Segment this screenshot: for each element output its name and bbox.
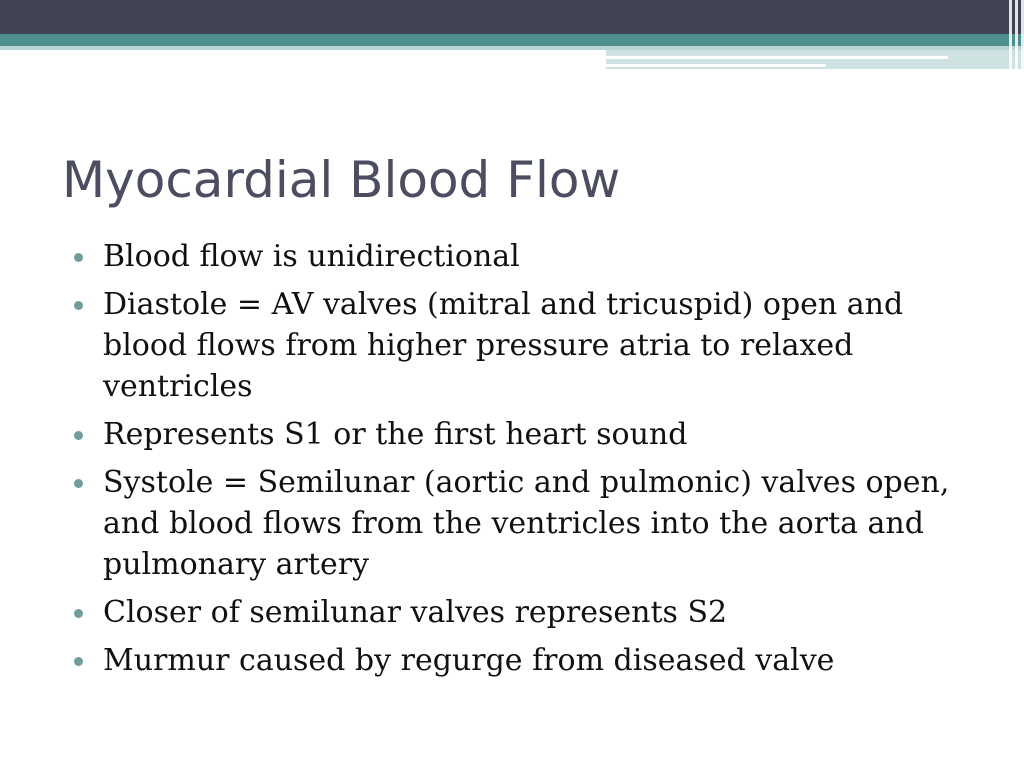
- header-stripe: [1015, 0, 1018, 69]
- bullet-item: [74, 462, 974, 585]
- bullet-dot-icon: [74, 431, 83, 440]
- bullet-text: Systole = Semilunar (aortic and pulmonic) valves open, and blood flows from the ventricles into the aorta and pulmonary artery: [103, 465, 950, 582]
- bullet-item: [74, 592, 974, 633]
- bullet-text: Blood flow is unidirectional: [103, 239, 520, 274]
- bullet-dot-icon: [74, 609, 83, 618]
- header-accent-line: [606, 56, 948, 59]
- bullet-item: [74, 284, 974, 407]
- bullet-item: [74, 236, 974, 277]
- bullet-text: Diastole = AV valves (mitral and tricuspid) open and blood flows from higher pressure atria to relaxed ventricles: [103, 287, 904, 404]
- bullet-dot-icon: [74, 479, 83, 488]
- bullet-text: Closer of semilunar valves represents S2: [103, 595, 728, 630]
- bullet-dot-icon: [74, 253, 83, 262]
- header-band-dark: [0, 0, 1024, 34]
- bullet-list: [74, 236, 974, 688]
- bullet-dot-icon: [74, 657, 83, 666]
- header-accent-line: [606, 64, 826, 67]
- header-stripe: [1009, 0, 1012, 69]
- bullet-dot-icon: [74, 301, 83, 310]
- bullet-text: Represents S1 or the first heart sound: [103, 417, 688, 452]
- bullet-item: [74, 640, 974, 681]
- header-stripes: [994, 0, 1024, 69]
- bullet-text: Murmur caused by regurge from diseased valve: [103, 643, 835, 678]
- header-band-teal: [0, 34, 1024, 46]
- bullet-item: [74, 414, 974, 455]
- slide-title: Myocardial Blood Flow: [62, 151, 621, 209]
